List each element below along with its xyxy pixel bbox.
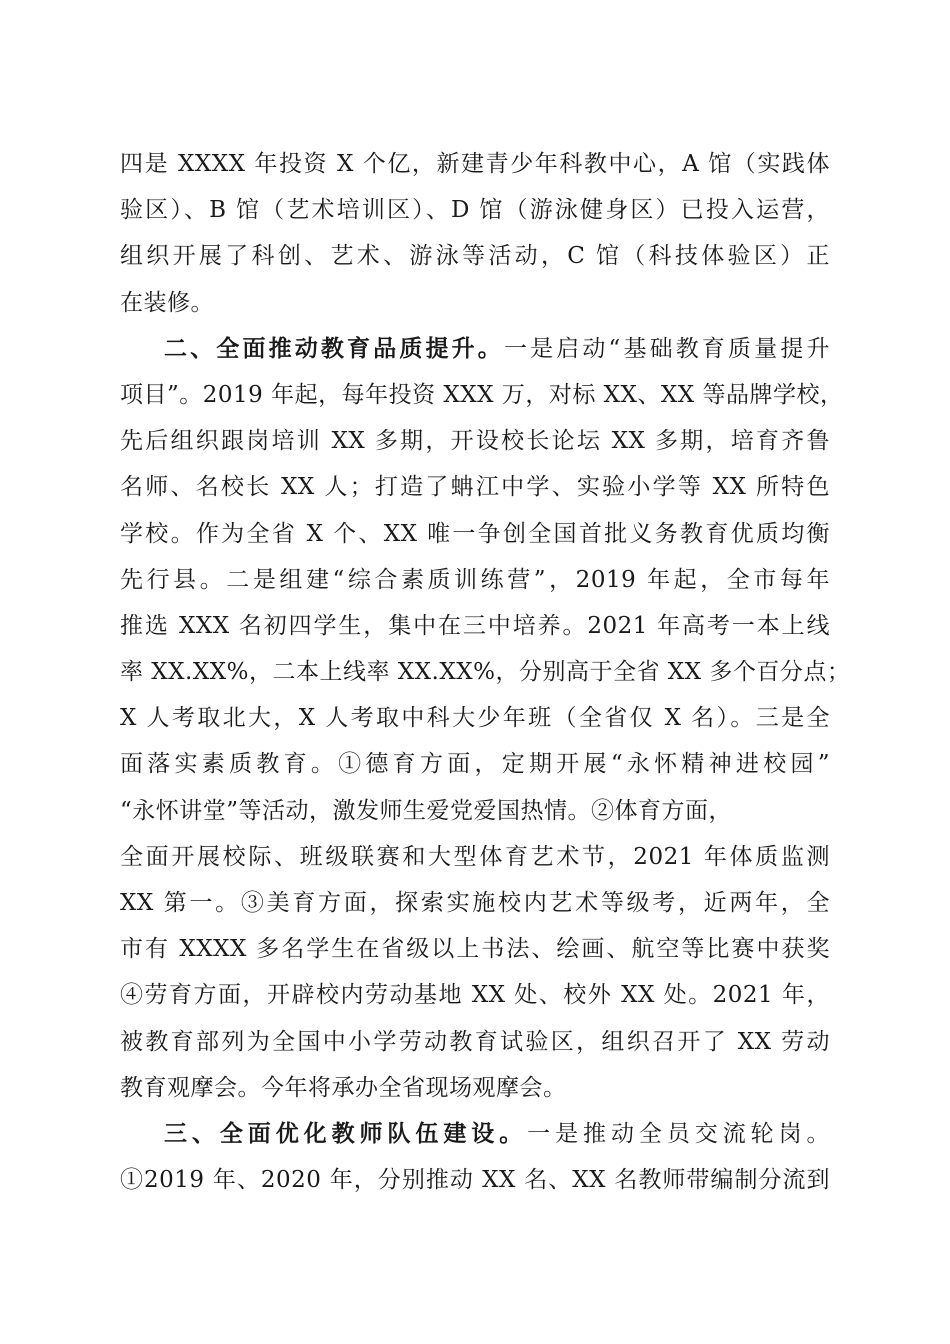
text-line: 面落实素质教育。①德育方面，定期开展“永怀精神进校园” [120, 751, 830, 778]
section-2-first-line-text: 一是启动“基础教育质量提升 [503, 335, 831, 362]
text-line: 四是 XXXX 年投资 X 个亿，新建青少年科教中心，A 馆（实践体 [120, 151, 830, 177]
text-line: “永怀讲堂”等活动，激发师生爱党爱国热情。②体育方面， [120, 797, 733, 824]
section-2-first-line [120, 326, 830, 372]
text-line: ④劳育方面，开辟校内劳动基地 XX 处、校外 XX 处。2021 年， [120, 982, 830, 1009]
text-line: 在装修。 [120, 289, 214, 316]
text-line: 市有 XXXX 多名学生在省级以上书法、绘画、航空等比赛中获奖 [120, 936, 830, 963]
text-line: 项目”。2019 年起，每年投资 XXX 万，对标 XX、XX 等品牌学校， [120, 381, 844, 408]
text-line: 教育观摩会。今年将承办全省现场观摩会。 [120, 1074, 567, 1101]
text-line: ①2019 年、2020 年，分别推动 XX 名、XX 名教师带编制分流到 [120, 1167, 830, 1194]
text-line: 组织开展了科创、艺术、游泳等活动，C 馆（科技体验区）正 [120, 243, 830, 270]
section-2-heading: 二、全面推动教育品质提升。 [164, 335, 504, 362]
text-line: XX 第一。③美育方面，探索实施校内艺术等级考，近两年，全 [120, 890, 830, 916]
text-line: 全面开展校际、班级联赛和大型体育艺术节，2021 年体质监测 [120, 843, 830, 870]
text-line: 率 XX.XX%，二本上线率 XX.XX%，分别高于全省 XX 多个百分点； [120, 659, 851, 686]
section-3-heading: 三、全面优化教师队伍建设。 [164, 1120, 528, 1147]
text-line: 验区）、B 馆（艺术培训区）、D 馆（游泳健身区）已投入运营， [120, 197, 830, 224]
section-3-first-line-text: 一是推动全员交流轮岗。 [527, 1120, 831, 1147]
text-line: X 人考取北大，X 人考取中科大少年班（全省仅 X 名）。三是全 [120, 705, 830, 732]
text-line: 推选 XXX 名初四学生，集中在三中培养。2021 年高考一本上线 [120, 612, 830, 639]
document-body [120, 141, 851, 1203]
section-3-first-line [120, 1111, 830, 1157]
text-line: 学校。作为全省 X 个、XX 唯一争创全国首批义务教育优质均衡 [120, 520, 830, 547]
text-line: 先后组织跟岗培训 XX 多期，开设校长论坛 XX 多期，培育齐鲁 [120, 428, 830, 455]
text-line: 先行县。二是组建“综合素质训练营”，2019 年起，全市每年 [120, 566, 830, 593]
text-line: 名师、名校长 XX 人；打造了蚺江中学、实验小学等 XX 所特色 [120, 474, 830, 501]
text-line: 被教育部列为全国中小学劳动教育试验区，组织召开了 XX 劳动 [120, 1028, 830, 1055]
